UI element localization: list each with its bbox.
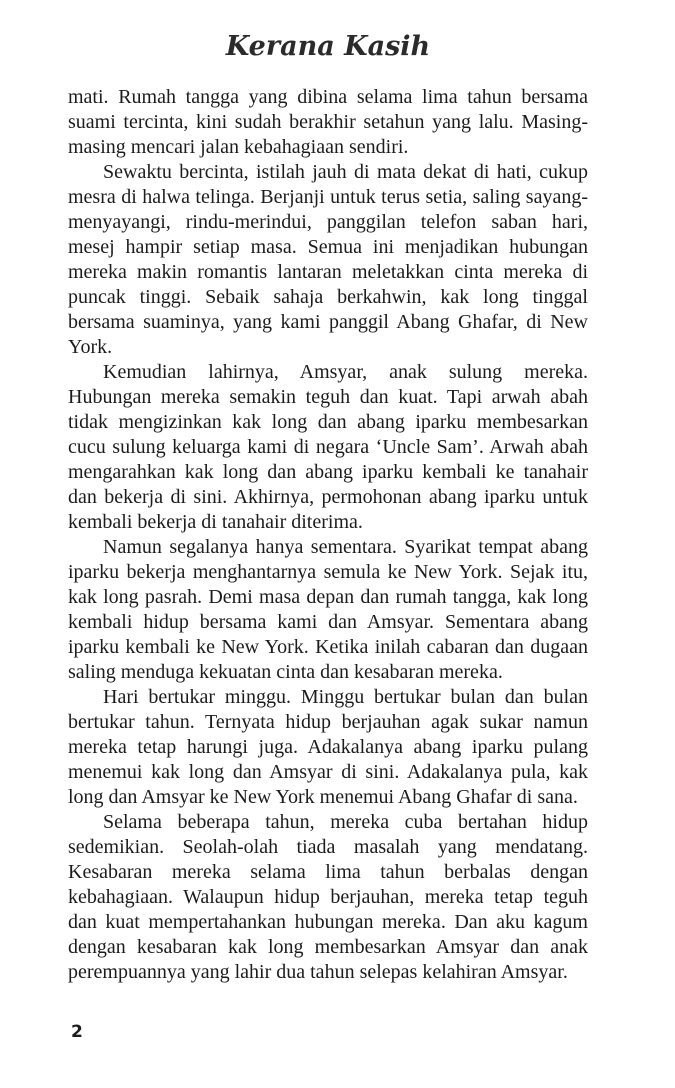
paragraph: Namun segalanya hanya sementara. Syarikat tempat abang iparku bekerja menghantarnya semula ke New York. Sejak itu, kak long pasrah. Demi masa depan dan rumah tangga, kak long kembali hidup bersama kami dan Amsyar. Sementara abang iparku kembali ke New York. Ketika inilah cabaran dan dugaan saling menduga kekuatan cinta dan kesabaran mereka. xyxy=(68,536,588,683)
running-header-title: Kerana Kasih xyxy=(225,31,431,62)
body-text-block xyxy=(68,85,588,985)
paragraph: Selama beberapa tahun, mereka cuba bertahan hidup sedemikian. Seolah-olah tiada masalah yang mendatang. Kesabaran mereka selama lima tahun berbalas dengan kebahagiaan. Walaupun hidup berjauhan, mereka tetap teguh dan kuat mempertahankan hubungan mereka. Dan aku kagum dengan kesabaran kak long membesarkan Amsyar dan anak perempuannya yang lahir dua tahun selepas kelahiran Amsyar. xyxy=(68,811,588,983)
paragraph: Hari bertukar minggu. Minggu bertukar bulan dan bulan bertukar tahun. Ternyata hidup berjauhan agak sukar namun mereka tetap harungi juga. Adakalanya abang iparku pulang menemui kak long dan Amsyar di sini. Adakalanya pula, kak long dan Amsyar ke New York menemui Abang Ghafar di sana. xyxy=(68,686,588,808)
page-number: 2 xyxy=(71,1022,83,1042)
paragraph: mati. Rumah tangga yang dibina selama lima tahun bersama suami tercinta, kini sudah berakhir setahun yang lalu. Masing-masing mencari jalan kebahagiaan sendiri. xyxy=(68,86,588,158)
paragraph: Kemudian lahirnya, Amsyar, anak sulung mereka. Hubungan mereka semakin teguh dan kuat. Tapi arwah abah tidak mengizinkan kak long dan abang iparku membesarkan cucu sulung keluarga kami di negara ‘Uncle Sam’. Arwah abah mengarahkan kak long dan abang iparku kembali ke tanahair dan bekerja di sini. Akhirnya, permohonan abang iparku untuk kembali bekerja di tanahair diterima. xyxy=(68,361,588,533)
paragraph: Sewaktu bercinta, istilah jauh di mata dekat di hati, cukup mesra di halwa telinga. Berjanji untuk terus setia, saling sayang-menyayangi, rindu-merindui, panggilan telefon saban hari, mesej hampir setiap masa. Semua ini menjadikan hubungan mereka makin romantis lantaran meletakkan cinta mereka di puncak tinggi. Sebaik sahaja berkahwin, kak long tinggal bersama suaminya, yang kami panggil Abang Ghafar, di New York. xyxy=(68,161,588,358)
